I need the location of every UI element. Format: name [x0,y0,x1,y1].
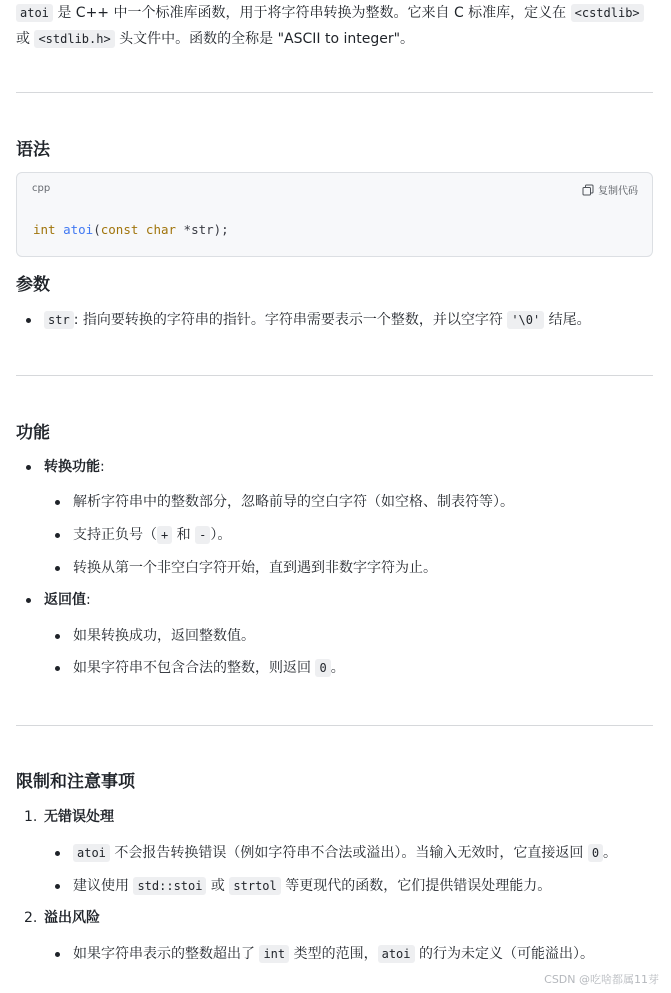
code-cstdlib: <cstdlib> [571,4,644,22]
bullet [55,666,60,671]
copy-code-label: 复制代码 [598,186,638,197]
syntax-heading: 语法 [16,140,50,160]
bullet [26,598,31,603]
bullet [55,533,60,538]
copy-icon [582,184,594,196]
list-number: 2. [24,910,38,926]
list-item: 无错误处理 [44,809,114,825]
list-item: 溢出风险 [44,910,100,926]
bullet [55,851,60,856]
code-stdlib-h: <stdlib.h> [34,30,114,48]
bullet [55,566,60,571]
bullet [55,952,60,957]
list-item: 如果字符串表示的整数超出了 int 类型的范围， atoi 的行为未定义（可能溢出）。 [73,946,594,962]
list-item: 解析字符串中的整数部分，忽略前导的空白字符（如空格、制表符等）。 [73,494,514,510]
bullet [26,465,31,470]
bullet [26,318,31,323]
divider [16,92,653,93]
list-item: 转换功能: [44,459,105,475]
list-item: str : 指向要转换的字符串的指针。字符串需要表示一个整数，并以空字符 '\0' 结尾。 [44,309,591,331]
features-heading: 功能 [16,423,50,443]
csdn-watermark: CSDN @吃啥都属11芽 [544,973,659,986]
list-item: 支持正负号（ + 和 - ）。 [73,527,232,543]
bullet [55,500,60,505]
bullet [55,884,60,889]
list-item: 如果字符串不包含合法的整数，则返回 0 。 [73,660,345,676]
limits-heading: 限制和注意事项 [16,772,135,792]
list-number: 1. [24,809,38,825]
intro-paragraph: atoi 是 C++ 中一个标准库函数，用于将字符串转换为整数。它来自 C 标准库，定义在 <cstdlib> 或 <stdlib.h> 头文件中。函数的全称是 "ASCII to integer"。 [16,0,656,52]
code-line: int atoi(const char *str); [33,222,229,237]
code-language-label: cpp [32,183,51,194]
copy-code-button[interactable] [582,182,638,197]
list-item: 返回值: [44,592,91,608]
list-item: 建议使用 std::stoi 或 strtol 等更现代的函数，它们提供错误处理能力。 [73,878,552,894]
list-item: atoi 不会报告转换错误（例如字符串不合法或溢出）。当输入无效时，它直接返回 0 。 [73,842,617,864]
code-atoi: atoi [16,4,53,22]
list-item: 如果转换成功，返回整数值。 [73,628,255,644]
divider [16,725,653,726]
code-block [16,172,653,257]
list-item: 转换从第一个非空白字符开始，直到遇到非数字字符为止。 [73,560,437,576]
bullet [55,634,60,639]
divider [16,375,653,376]
params-heading: 参数 [16,275,50,295]
